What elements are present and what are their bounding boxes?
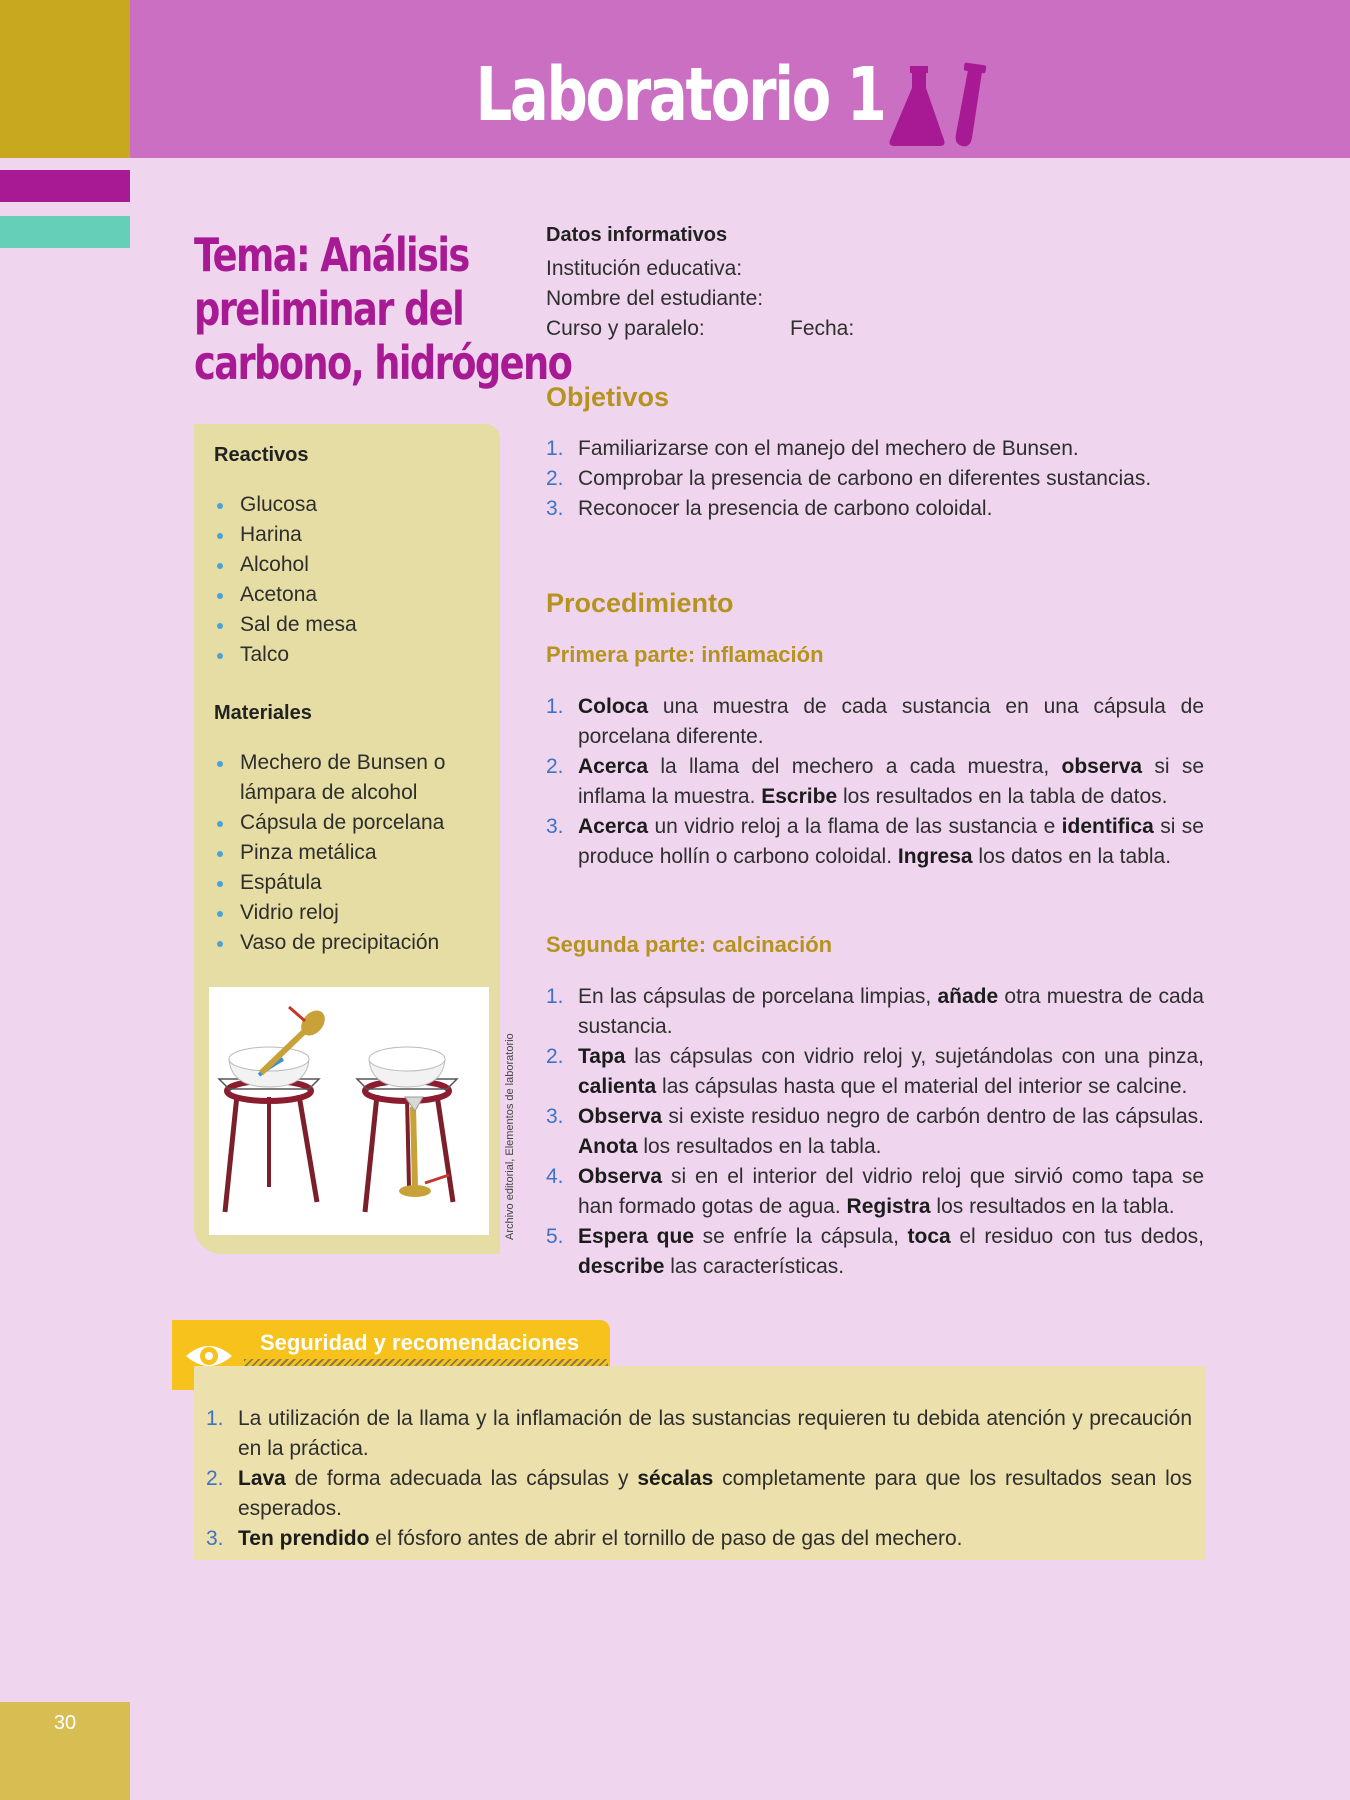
keyword: toca [907, 1225, 951, 1248]
keyword: Espera que [578, 1225, 694, 1248]
item-text: En las cápsulas de porcelana limpias, [578, 985, 938, 1008]
list-item [546, 982, 1204, 1042]
image-credit: Archivo editorial, Elementos de laboratorio [504, 1033, 516, 1240]
item-text: la llama del mechero a cada muestra, [648, 755, 1062, 778]
topic-title-line: carbono, hidrógeno [194, 336, 572, 390]
item-text: los resultados en la tabla. [930, 1195, 1175, 1218]
item-text: La utilización de la llama y la inflamación de las sustancias requieren tu debida atención y precaución en la práctica. [238, 1407, 1192, 1460]
keyword: Observa [578, 1105, 663, 1128]
item-text: si se inflama la muestra. [578, 755, 1204, 808]
keyword: Registra [846, 1195, 931, 1218]
curso-field-label: Curso y paralelo: [546, 317, 705, 340]
keyword: sécalas [637, 1467, 714, 1490]
flask-test-tube-icon [886, 60, 998, 152]
item-text: los resultados en la tabla de datos. [837, 785, 1168, 808]
list-item: Glucosa [214, 490, 494, 520]
item-number: 2. [546, 467, 564, 490]
list-item [546, 1102, 1204, 1162]
list-item [546, 434, 1206, 464]
institucion-field-label: Institución educativa: [546, 257, 743, 280]
keyword: Observa [578, 1165, 663, 1188]
item-number: 4. [546, 1165, 564, 1188]
keyword: añade [937, 985, 999, 1008]
item-text: el residuo con tus dedos, [950, 1225, 1204, 1248]
materiales-list [214, 748, 484, 958]
topic-title-line: Tema: Análisis [194, 228, 469, 282]
item-text: Familiarizarse con el manejo del mechero de Bunsen. [578, 437, 1079, 460]
objetivos-heading: Objetivos [546, 382, 670, 412]
item-text: completamente para que los resultados sean los esperados. [238, 1467, 1192, 1520]
item-text: las características. [664, 1255, 845, 1278]
list-item: Acetona [214, 580, 494, 610]
item-number: 2. [546, 1045, 564, 1068]
list-item: Vidrio reloj [214, 898, 484, 928]
safety-list [206, 1404, 1192, 1554]
list-item: Vaso de precipitación [214, 928, 484, 958]
item-number: 3. [546, 815, 564, 838]
primera-parte-list [546, 692, 1204, 872]
list-item: Espátula [214, 868, 484, 898]
item-number: 3. [546, 497, 564, 520]
item-text: las cápsulas con vidrio reloj y, sujetándolas con una pinza, [625, 1045, 1204, 1068]
item-number: 1. [546, 695, 564, 718]
item-text: se enfríe la cápsula, [694, 1225, 908, 1248]
materiales-heading: Materiales [214, 702, 312, 724]
item-text: otra muestra de cada sustancia. [578, 985, 1204, 1038]
keyword: Anota [578, 1135, 638, 1158]
keyword: Acerca [578, 815, 649, 838]
reactivos-heading: Reactivos [214, 444, 309, 466]
item-text: de forma adecuada las cápsulas y [285, 1467, 638, 1490]
keyword: describe [578, 1255, 665, 1278]
list-item [546, 1042, 1204, 1102]
item-number: 3. [546, 1105, 564, 1128]
objetivos-list [546, 434, 1206, 524]
procedimiento-heading: Procedimiento [546, 588, 734, 618]
keyword: Coloca [578, 695, 649, 718]
item-text: los datos en la tabla. [972, 845, 1172, 868]
item-number: 1. [546, 985, 564, 1008]
list-item: Alcohol [214, 550, 494, 580]
list-item [206, 1404, 1192, 1464]
keyword: identifica [1061, 815, 1154, 838]
keyword: Ten prendido [238, 1527, 370, 1550]
item-text: un vidrio reloj a la flama de las sustancia e [648, 815, 1062, 838]
item-text: Comprobar la presencia de carbono en diferentes sustancias. [578, 467, 1152, 490]
list-item [546, 1162, 1204, 1222]
list-item [206, 1464, 1192, 1524]
segunda-parte-list [546, 982, 1204, 1282]
page-title: Laboratorio 1 [475, 52, 885, 138]
list-item [546, 464, 1206, 494]
list-item: Pinza metálica [214, 838, 484, 868]
item-text: las cápsulas hasta que el material del interior se calcine. [656, 1075, 1188, 1098]
item-text: si existe residuo negro de carbón dentro de las cápsulas. [662, 1105, 1204, 1128]
lab-equipment-illustration [209, 987, 489, 1235]
item-text: una muestra de cada sustancia en una cápsula de porcelana diferente. [578, 695, 1204, 748]
safety-title: Seguridad y recomendaciones [260, 1330, 580, 1355]
item-text: los resultados en la tabla. [637, 1135, 882, 1158]
reactivos-list [214, 490, 494, 670]
topic-title [194, 228, 572, 390]
item-number: 1. [206, 1407, 224, 1430]
list-item: Cápsula de porcelana [214, 808, 484, 838]
corner-color-block [0, 0, 130, 158]
keyword: Ingresa [897, 845, 973, 868]
list-item: Harina [214, 520, 494, 550]
item-text: el fósforo antes de abrir el tornillo de paso de gas del mechero. [369, 1527, 963, 1550]
item-number: 1. [546, 437, 564, 460]
magenta-stripe [0, 170, 130, 202]
segunda-parte-heading: Segunda parte: calcinación [546, 932, 833, 957]
keyword: Lava [238, 1467, 286, 1490]
item-text: si en el interior del vidrio reloj que sirvió como tapa se han formado gotas de agua. [578, 1165, 1204, 1218]
item-number: 3. [206, 1527, 224, 1550]
list-item [546, 1222, 1204, 1282]
page-number: 30 [53, 1712, 77, 1734]
list-item [206, 1524, 1192, 1554]
list-item: Mechero de Bunsen o lámpara de alcohol [214, 748, 484, 808]
item-number: 2. [206, 1467, 224, 1490]
keyword: Tapa [578, 1045, 626, 1068]
topic-title-line: preliminar del [194, 282, 464, 336]
nombre-field-label: Nombre del estudiante: [546, 287, 764, 310]
list-item [546, 494, 1206, 524]
list-item: Sal de mesa [214, 610, 494, 640]
primera-parte-heading: Primera parte: inflamación [546, 642, 824, 667]
list-item [546, 692, 1204, 752]
datos-heading: Datos informativos [546, 224, 728, 246]
teal-stripe [0, 216, 130, 248]
item-text: Reconocer la presencia de carbono coloidal. [578, 497, 993, 520]
item-number: 5. [546, 1225, 564, 1248]
keyword: observa [1061, 755, 1143, 778]
list-item [546, 812, 1204, 872]
keyword: Acerca [578, 755, 649, 778]
item-text: si se produce hollín o carbono coloidal. [578, 815, 1204, 868]
list-item [546, 752, 1204, 812]
keyword: calienta [578, 1075, 657, 1098]
keyword: Escribe [761, 785, 838, 808]
fecha-field-label: Fecha: [790, 317, 855, 340]
list-item: Talco [214, 640, 494, 670]
item-number: 2. [546, 755, 564, 778]
